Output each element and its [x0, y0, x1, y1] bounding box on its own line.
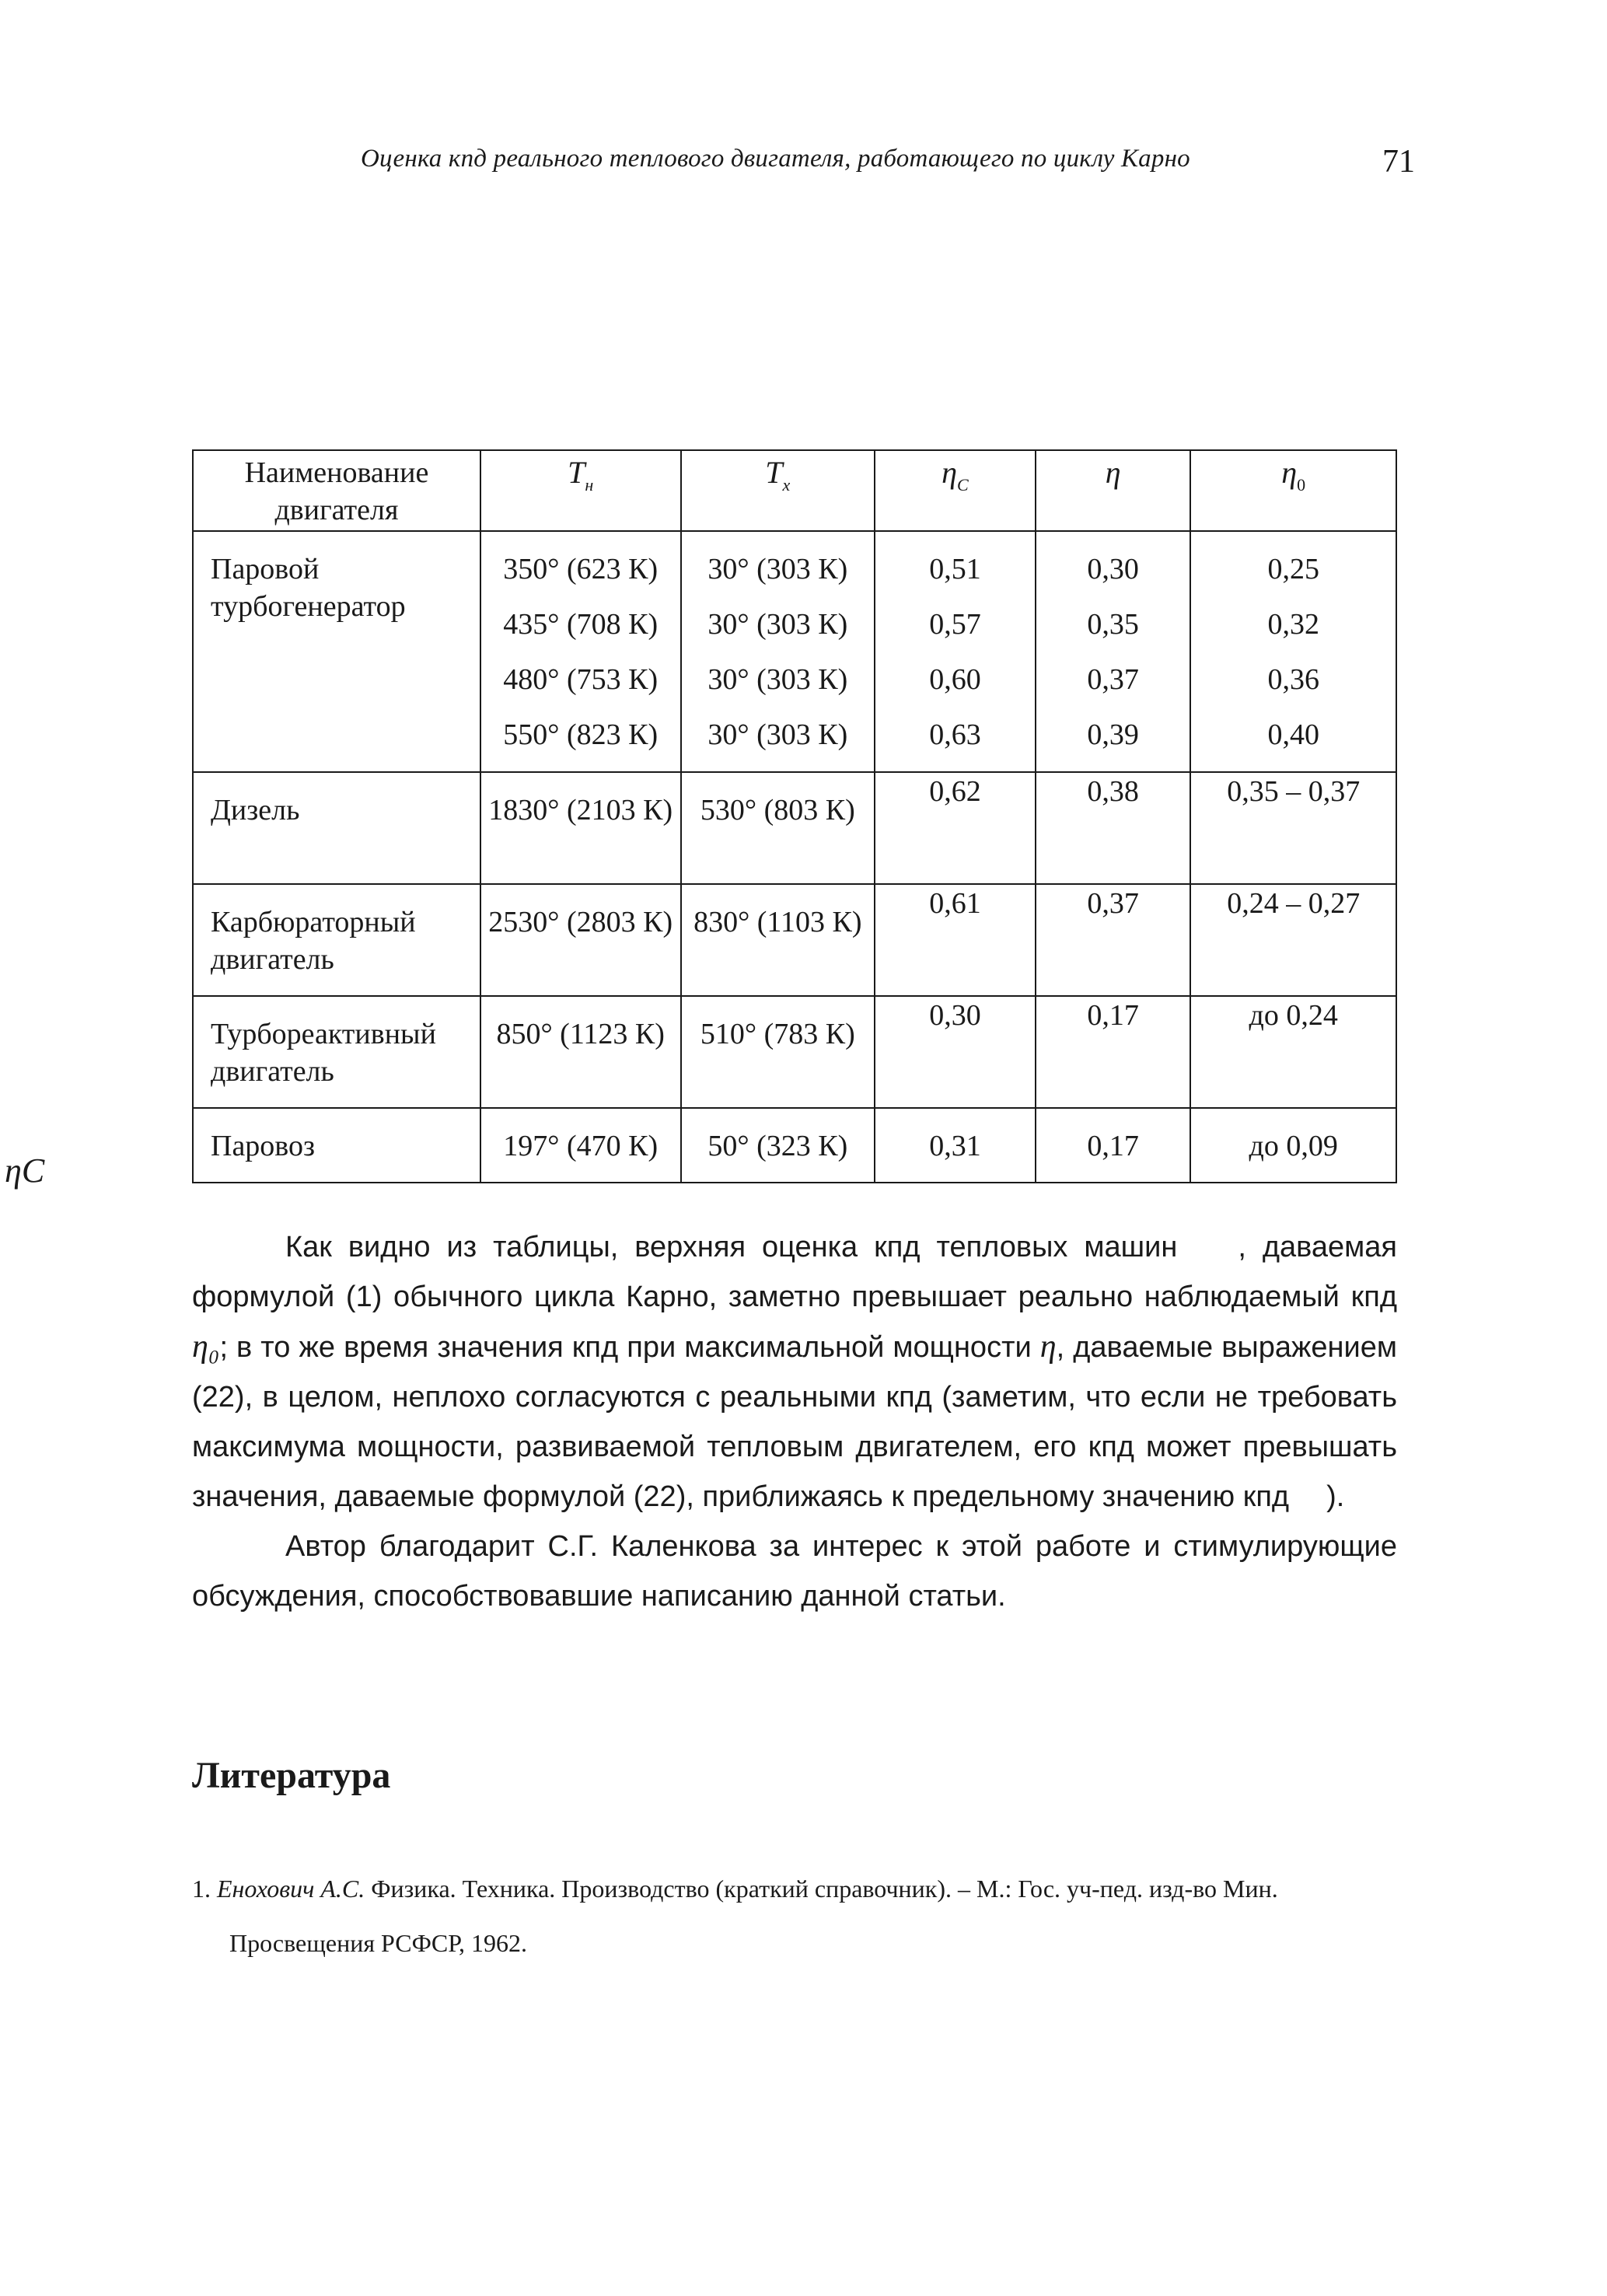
cell-eta: 0,38: [1036, 772, 1191, 884]
cell-th: 350° (623 К) 435° (708 К) 480° (753 К) 550° (823 К): [480, 531, 681, 772]
engine-name: Паровоз: [193, 1108, 480, 1183]
margin-eta-symbol: ηC: [5, 1151, 45, 1190]
cell-eta: 0,17: [1036, 996, 1191, 1108]
cell-eta: 0,30 0,35 0,37 0,39: [1036, 531, 1191, 772]
cell-tc: 510° (783 К): [681, 996, 875, 1108]
col-header-eta: η: [1036, 450, 1191, 531]
cell-eta-c: 0,51 0,57 0,60 0,63: [875, 531, 1036, 772]
table-row: [193, 772, 1396, 884]
engine-name: Турбореактивный двигатель: [193, 996, 480, 1108]
col-header-tc: $T_х$: [681, 450, 875, 531]
table-row: [193, 996, 1396, 1108]
col-header-eta-c: $\eta_C$: [875, 450, 1036, 531]
page-number: 71: [1382, 144, 1415, 180]
cell-eta-0: 0,25 0,32 0,36 0,40: [1190, 531, 1396, 772]
cell-eta: 0,37: [1036, 884, 1191, 996]
cell-eta: 0,17: [1036, 1108, 1191, 1183]
cell-th: 2530° (2803 К): [480, 884, 681, 996]
reference-item: 1. Енохович А.С. Физика. Техника. Производство (краткий справочник). – М.: Гос. уч-пед. изд-во Мин. Просвещения РСФСР, 1962.: [192, 1875, 1278, 1957]
engine-efficiency-table: [192, 449, 1397, 1183]
col-header-th: $T_н$: [480, 450, 681, 531]
cell-tc: 530° (803 К): [681, 772, 875, 884]
col-header-name: Наименование двигателя: [193, 450, 480, 531]
engine-name: Паровой турбогенератор: [193, 531, 480, 772]
body-text: [192, 1222, 1397, 1621]
paragraph: Как видно из таблицы, верхняя оценка кпд тепловых машин , даваемая формулой (1) обычного цикла Карно, заметно превышает реально наблюдаемый кпд η₀; в то же время значения кпд при максимальной мощности η, даваемые выражением (22), в целом, неплохо согласуются с реальными кпд (заметим, что если не требовать максимума мощности, развиваемой тепловым двигателем, его кпд может превышать значения, даваемые формулой (22), приближаясь к предельному значению кпд ).: [192, 1231, 1398, 1513]
cell-tc: 30° (303 К) 30° (303 К) 30° (303 К) 30° (303 К): [681, 531, 875, 772]
table-header-row: [193, 450, 1396, 531]
table-row: [193, 1108, 1396, 1183]
cell-eta-0: до 0,24: [1190, 996, 1396, 1108]
cell-eta-0: 0,35 – 0,37: [1190, 772, 1396, 884]
cell-eta-c: 0,30: [875, 996, 1036, 1108]
engine-name: Карбюраторный двигатель: [193, 884, 480, 996]
cell-eta-c: 0,31: [875, 1108, 1036, 1183]
running-title: Оценка кпд реального теплового двигателя, работающего по циклу Карно: [361, 145, 1190, 173]
table-row: [193, 531, 1396, 772]
cell-eta-c: 0,62: [875, 772, 1036, 884]
paragraph: Автор благодарит С.Г. Каленкова за интерес к этой работе и стимулирующие обсуждения, способствовавшие написанию данной статьи.: [192, 1530, 1397, 1613]
cell-th: 850° (1123 К): [480, 996, 681, 1108]
cell-eta-0: до 0,09: [1190, 1108, 1396, 1183]
col-header-eta-0: $\eta_0$: [1190, 450, 1396, 531]
table-row: [193, 884, 1396, 996]
literature-heading: Литература: [192, 1755, 391, 1796]
cell-th: 1830° (2103 К): [480, 772, 681, 884]
cell-tc: 830° (1103 К): [681, 884, 875, 996]
cell-tc: 50° (323 К): [681, 1108, 875, 1183]
cell-eta-0: 0,24 – 0,27: [1190, 884, 1396, 996]
engine-name: Дизель: [193, 772, 480, 884]
cell-th: 197° (470 К): [480, 1108, 681, 1183]
cell-eta-c: 0,61: [875, 884, 1036, 996]
reference-list: [192, 1861, 1405, 1970]
